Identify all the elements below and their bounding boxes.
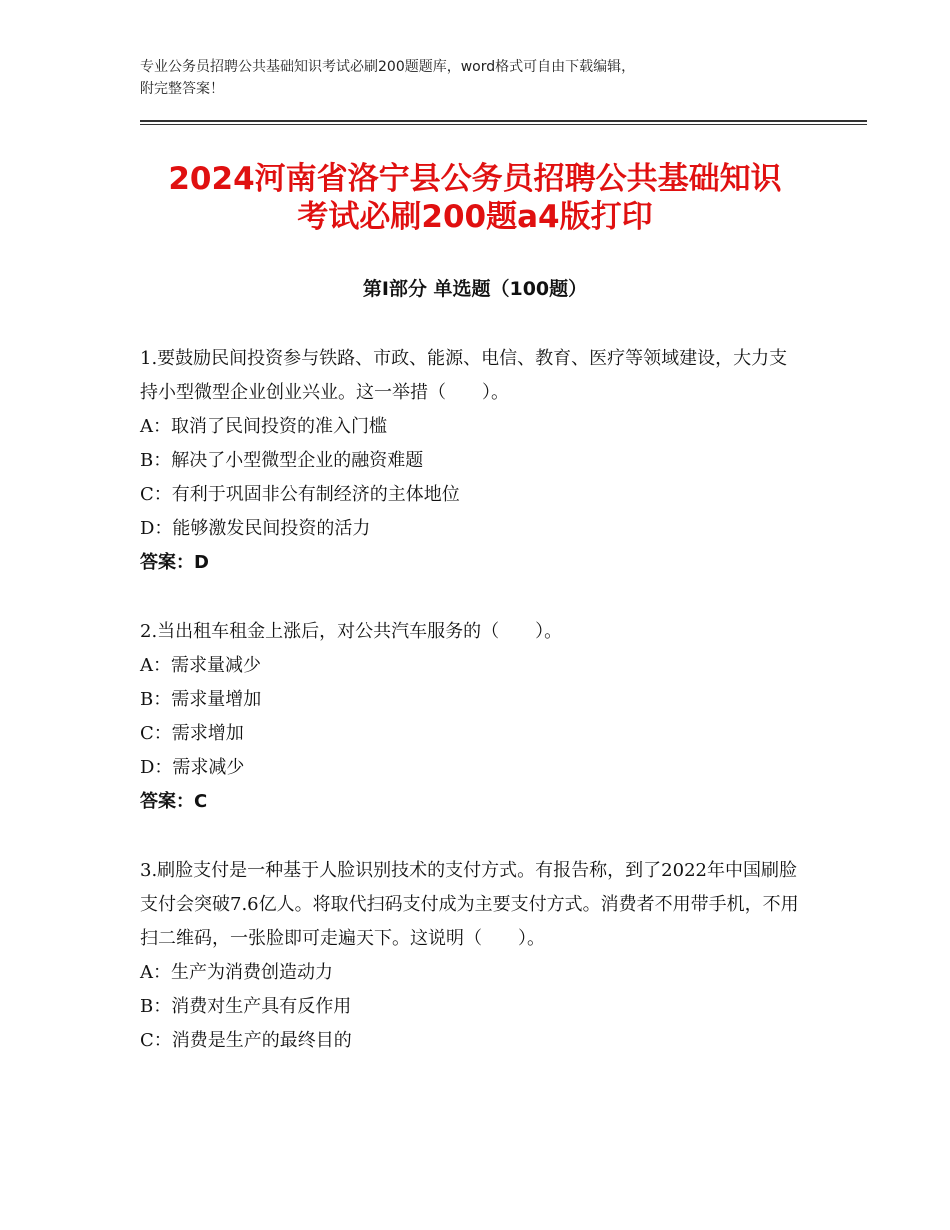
question-2: [140, 615, 800, 819]
question-stem: 3.刷脸支付是一种基于人脸识别技术的支付方式。有报告称，到了2022年中国刷脸支付会突破7.6亿人。将取代扫码支付成为主要支付方式。消费者不用带手机，不用扫二维码，一张脸即可走遍天下。这说明（ ）。: [140, 860, 799, 949]
answer: 答案：D: [140, 552, 209, 573]
option-b: B：需求量增加: [140, 689, 262, 710]
option-a: A：取消了民间投资的准入门槛: [140, 416, 387, 437]
document-title: [100, 160, 850, 236]
page-header: [140, 56, 820, 100]
header-line-1: 专业公务员招聘公共基础知识考试必刷200题题库，word格式可自由下载编辑，: [140, 59, 636, 75]
question-list: [140, 342, 800, 1093]
option-a: A：生产为消费创造动力: [140, 962, 333, 983]
option-b: B：消费对生产具有反作用: [140, 996, 352, 1017]
header-rule-thin: [140, 124, 867, 125]
title-line-2: 考试必刷200题a4版打印: [297, 199, 653, 235]
option-d: D：需求减少: [140, 757, 245, 778]
option-d: D：能够激发民间投资的活力: [140, 518, 371, 539]
question-3: [140, 854, 800, 1058]
option-c: C：需求增加: [140, 723, 244, 744]
title-line-1: 2024河南省洛宁县公务员招聘公共基础知识: [168, 161, 782, 197]
header-line-2: 附完整答案！: [140, 81, 224, 97]
question-stem: 1.要鼓励民间投资参与铁路、市政、能源、电信、教育、医疗等领域建设，大力支持小型微型企业创业兴业。这一举措（ ）。: [140, 348, 788, 403]
option-a: A：需求量减少: [140, 655, 261, 676]
header-rule: [140, 120, 867, 122]
option-c: C：有利于巩固非公有制经济的主体地位: [140, 484, 460, 505]
option-c: C：消费是生产的最终目的: [140, 1030, 352, 1051]
answer: 答案：C: [140, 791, 208, 812]
option-b: B：解决了小型微型企业的融资难题: [140, 450, 424, 471]
question-1: [140, 342, 800, 580]
question-stem: 2.当出租车租金上涨后，对公共汽车服务的（ ）。: [140, 621, 563, 642]
section-heading: 第Ⅰ部分 单选题（100题）: [362, 278, 588, 300]
